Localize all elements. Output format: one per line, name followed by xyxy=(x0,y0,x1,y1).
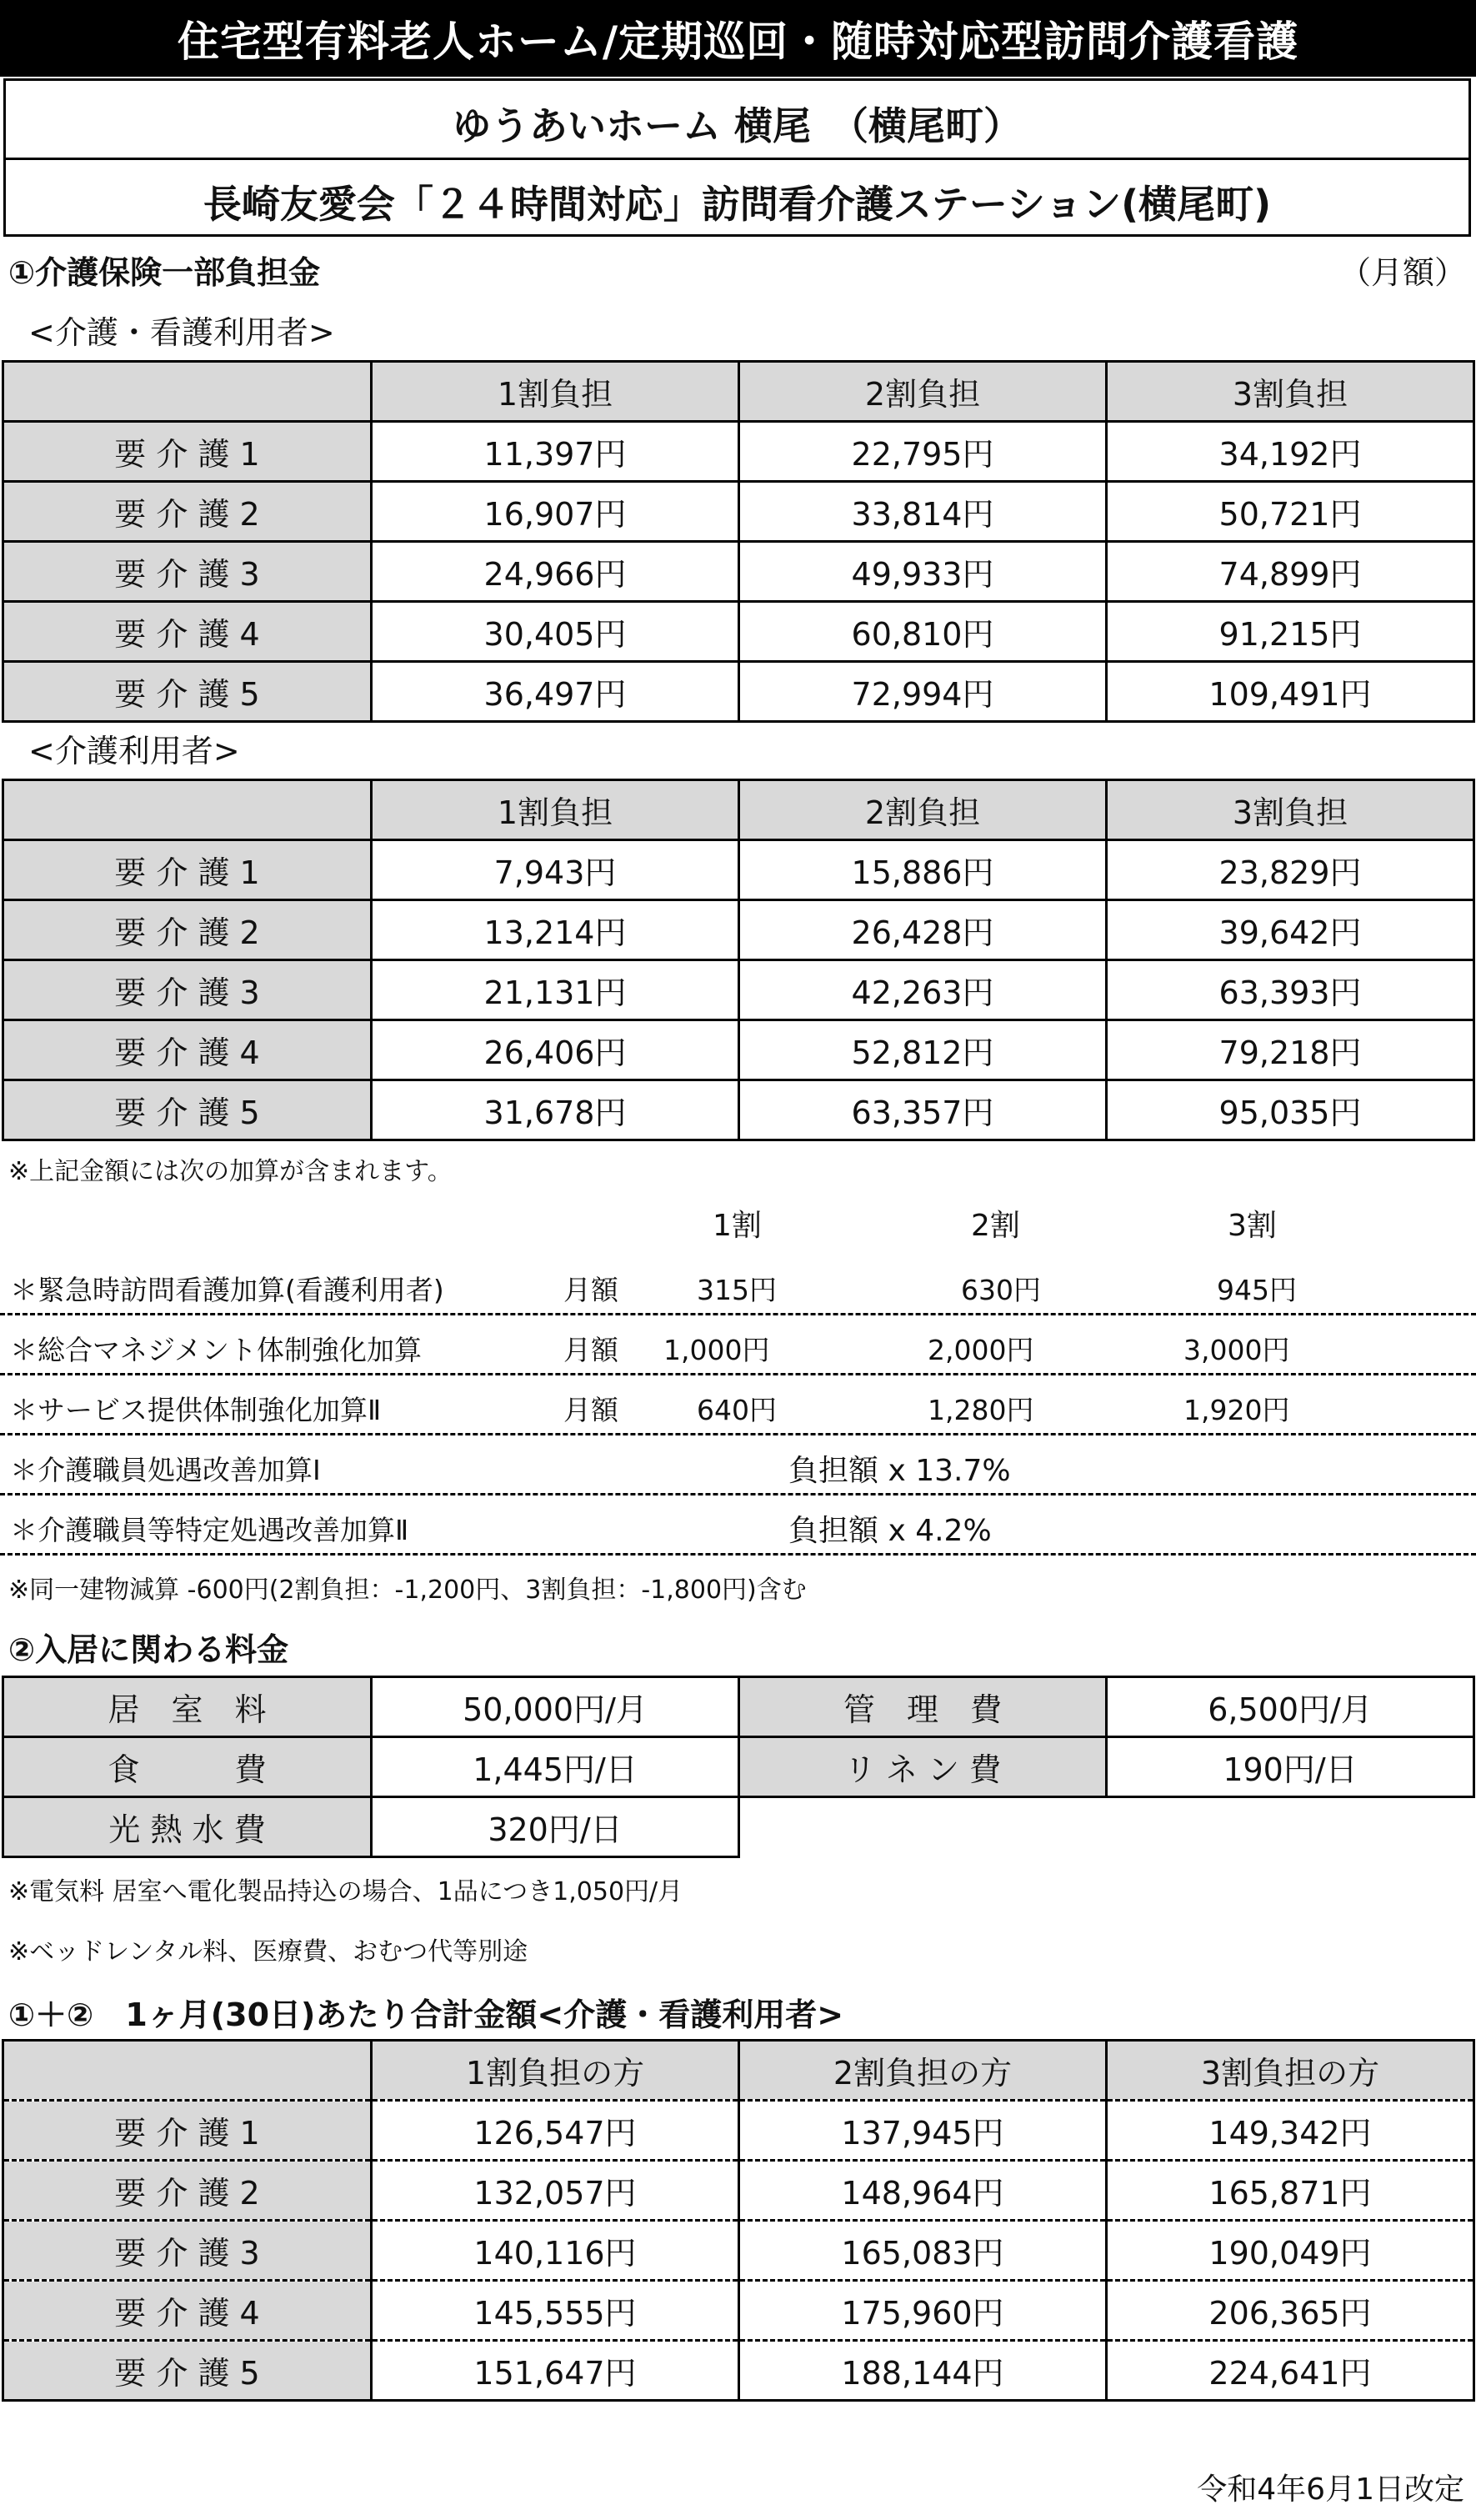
cell: 33,814円 xyxy=(739,482,1107,542)
col-header: 2割負担 xyxy=(739,780,1107,840)
table-row xyxy=(3,840,1474,900)
cell: 79,218円 xyxy=(1107,1020,1474,1080)
cell: 30,405円 xyxy=(372,602,739,662)
cell: 95,035円 xyxy=(1107,1080,1474,1140)
cell: 24,966円 xyxy=(372,542,739,602)
row-label: 要 介 護 4 xyxy=(3,602,372,662)
cell: 42,263円 xyxy=(739,960,1107,1020)
table-a-label: <介護・看護利用者> xyxy=(28,314,335,351)
table-row xyxy=(3,2161,1474,2221)
row-label: 要 介 護 5 xyxy=(3,662,372,722)
row-label: 要 介 護 2 xyxy=(3,482,372,542)
row-label: 要 介 護 5 xyxy=(3,1080,372,1140)
addition-value: 1,000円 xyxy=(663,1334,770,1366)
col-header: 3割負担 xyxy=(1107,362,1474,422)
table-row xyxy=(3,960,1474,1020)
col-header: 3割負担 xyxy=(1107,780,1474,840)
addition-name: ＊介護職員等特定処遇改善加算Ⅱ xyxy=(10,1514,409,1546)
addition-rate: 負担額 x 4.2% xyxy=(788,1514,992,1548)
cell: 21,131円 xyxy=(372,960,739,1020)
rate-addition-row xyxy=(0,1435,1476,1495)
cell: 74,899円 xyxy=(1107,542,1474,602)
row-label: 要 介 護 1 xyxy=(3,422,372,482)
cell: 7,943円 xyxy=(372,840,739,900)
col-header: 3割負担の方 xyxy=(1107,2041,1474,2101)
row-label: 要 介 護 3 xyxy=(3,542,372,602)
empty-cell xyxy=(739,1797,1107,1857)
cell: 60,810円 xyxy=(739,602,1107,662)
table-b-label: <介護利用者> xyxy=(28,733,240,769)
cell: 36,497円 xyxy=(372,662,739,722)
fee-value: 1,445円/日 xyxy=(372,1737,739,1797)
cell: 49,933円 xyxy=(739,542,1107,602)
row-label: 要 介 護 2 xyxy=(3,2161,372,2221)
addition-value: 315円 xyxy=(697,1274,777,1306)
cell: 149,342円 xyxy=(1107,2101,1474,2161)
cell: 26,406円 xyxy=(372,1020,739,1080)
empty-cell xyxy=(1107,1797,1474,1857)
row-label: 要 介 護 1 xyxy=(3,840,372,900)
additions-col-3: 3割 xyxy=(1228,1209,1277,1243)
cell: 31,678円 xyxy=(372,1080,739,1140)
cell: 175,960円 xyxy=(739,2281,1107,2341)
cell: 52,812円 xyxy=(739,1020,1107,1080)
care-nursing-table xyxy=(2,360,1475,723)
table-row xyxy=(3,2281,1474,2341)
revision-date: 令和4年6月1日改定 xyxy=(1197,2472,1464,2507)
station-name: 長崎友愛会「２４時間対応」訪問看介護ステーション(横尾町) xyxy=(203,182,1272,227)
cell: 165,871円 xyxy=(1107,2161,1474,2221)
section1-title: ①介護保険一部負担金 xyxy=(8,254,321,291)
col-header: 1割負担の方 xyxy=(372,2041,739,2101)
header-blank xyxy=(3,362,372,422)
table-row xyxy=(3,542,1474,602)
cell: 132,057円 xyxy=(372,2161,739,2221)
cell: 50,721円 xyxy=(1107,482,1474,542)
addition-unit: 月額 xyxy=(563,1394,618,1426)
fee-value: 50,000円/月 xyxy=(372,1677,739,1737)
cell: 63,393円 xyxy=(1107,960,1474,1020)
addition-unit: 月額 xyxy=(563,1334,618,1366)
cell: 224,641円 xyxy=(1107,2341,1474,2401)
cell: 34,192円 xyxy=(1107,422,1474,482)
addition-name: ＊サービス提供体制強化加算Ⅱ xyxy=(10,1394,382,1426)
row-label: 要 介 護 3 xyxy=(3,960,372,1020)
addition-name: ＊総合マネジメント体制強化加算 xyxy=(10,1334,423,1366)
addition-row xyxy=(0,1315,1476,1375)
row-label: 要 介 護 5 xyxy=(3,2341,372,2401)
table-row xyxy=(3,2221,1474,2281)
reduction-note: ※同一建物減算 -600円(2割負担：-1,200円、3割負担：-1,800円)含む xyxy=(8,1576,807,1605)
table-row xyxy=(3,1020,1474,1080)
cell: 72,994円 xyxy=(739,662,1107,722)
cell: 23,829円 xyxy=(1107,840,1474,900)
table-row xyxy=(3,422,1474,482)
cell: 109,491円 xyxy=(1107,662,1474,722)
fee-value: 190円/日 xyxy=(1107,1737,1474,1797)
additions-note: ※上記金額には次の加算が含まれます。 xyxy=(8,1157,453,1186)
col-header: 1割負担 xyxy=(372,780,739,840)
addition-value: 2,000円 xyxy=(928,1334,1034,1366)
cell: 126,547円 xyxy=(372,2101,739,2161)
addition-value: 640円 xyxy=(697,1394,777,1426)
cell: 13,214円 xyxy=(372,900,739,960)
cell: 190,049円 xyxy=(1107,2221,1474,2281)
cell: 165,083円 xyxy=(739,2221,1107,2281)
cell: 15,886円 xyxy=(739,840,1107,900)
fee-label: 居 室 料 xyxy=(3,1677,372,1737)
addition-value: 1,280円 xyxy=(928,1394,1034,1426)
table-row xyxy=(3,602,1474,662)
service-banner: 住宅型有料老人ホーム/定期巡回・随時対応型訪問介護看護 xyxy=(0,0,1476,77)
section2-title: ②入居に関わる料金 xyxy=(8,1631,289,1668)
additions-col-1: 1割 xyxy=(713,1209,762,1243)
addition-name: ＊介護職員処遇改善加算Ⅰ xyxy=(10,1454,321,1486)
cell: 22,795円 xyxy=(739,422,1107,482)
col-header: 2割負担 xyxy=(739,362,1107,422)
cell: 91,215円 xyxy=(1107,602,1474,662)
col-header: 2割負担の方 xyxy=(739,2041,1107,2101)
cell: 39,642円 xyxy=(1107,900,1474,960)
table-row xyxy=(3,662,1474,722)
addition-row xyxy=(0,1375,1476,1435)
row-label: 要 介 護 2 xyxy=(3,900,372,960)
addition-name: ＊緊急時訪問看護加算(看護利用者) xyxy=(10,1274,444,1306)
fee-label: 食 費 xyxy=(3,1737,372,1797)
cell: 145,555円 xyxy=(372,2281,739,2341)
rate-addition-row xyxy=(0,1495,1476,1556)
addition-row xyxy=(0,1255,1476,1315)
addition-rate: 負担額 x 13.7% xyxy=(788,1454,1011,1488)
fee-label: 光 熱 水 費 xyxy=(3,1797,372,1857)
monthly-label: （月額） xyxy=(1338,254,1466,291)
fee-value: 6,500円/月 xyxy=(1107,1677,1474,1737)
table-row xyxy=(3,482,1474,542)
addition-value: 630円 xyxy=(961,1274,1041,1306)
row-label: 要 介 護 3 xyxy=(3,2221,372,2281)
facility-title-box xyxy=(3,78,1471,237)
facility-name: ゆうあいホーム 横尾 （横尾町） xyxy=(452,103,1022,148)
additions-col-2: 2割 xyxy=(971,1209,1020,1243)
table-row xyxy=(3,2101,1474,2161)
electricity-note: ※電気料 居室へ電化製品持込の場合、1品につき1,050円/月 xyxy=(8,1877,683,1906)
header-blank xyxy=(3,2041,372,2101)
extra-charges-note: ※ベッドレンタル料、医療費、おむつ代等別途 xyxy=(8,1937,528,1966)
col-header: 1割負担 xyxy=(372,362,739,422)
cell: 206,365円 xyxy=(1107,2281,1474,2341)
cell: 63,357円 xyxy=(739,1080,1107,1140)
care-only-table xyxy=(2,779,1475,1141)
cell: 148,964円 xyxy=(739,2161,1107,2221)
cell: 11,397円 xyxy=(372,422,739,482)
cell: 151,647円 xyxy=(372,2341,739,2401)
header-blank xyxy=(3,780,372,840)
table-row xyxy=(3,900,1474,960)
row-label: 要 介 護 1 xyxy=(3,2101,372,2161)
addition-value: 945円 xyxy=(1217,1274,1297,1306)
monthly-total-table xyxy=(2,2039,1475,2402)
section3-title: ①＋② 1ヶ月(30日)あたり合計金額<介護・看護利用者> xyxy=(8,1996,844,2033)
fee-label: 管 理 費 xyxy=(739,1677,1107,1737)
fee-value: 320円/日 xyxy=(372,1797,739,1857)
cell: 16,907円 xyxy=(372,482,739,542)
addition-value: 3,000円 xyxy=(1183,1334,1290,1366)
row-label: 要 介 護 4 xyxy=(3,2281,372,2341)
fee-label: リ ネ ン 費 xyxy=(739,1737,1107,1797)
cell: 137,945円 xyxy=(739,2101,1107,2161)
residence-fee-table xyxy=(2,1676,1475,1858)
addition-unit: 月額 xyxy=(563,1274,618,1306)
cell: 26,428円 xyxy=(739,900,1107,960)
row-label: 要 介 護 4 xyxy=(3,1020,372,1080)
cell: 140,116円 xyxy=(372,2221,739,2281)
table-row xyxy=(3,2341,1474,2401)
table-row xyxy=(3,1080,1474,1140)
cell: 188,144円 xyxy=(739,2341,1107,2401)
addition-value: 1,920円 xyxy=(1183,1394,1290,1426)
